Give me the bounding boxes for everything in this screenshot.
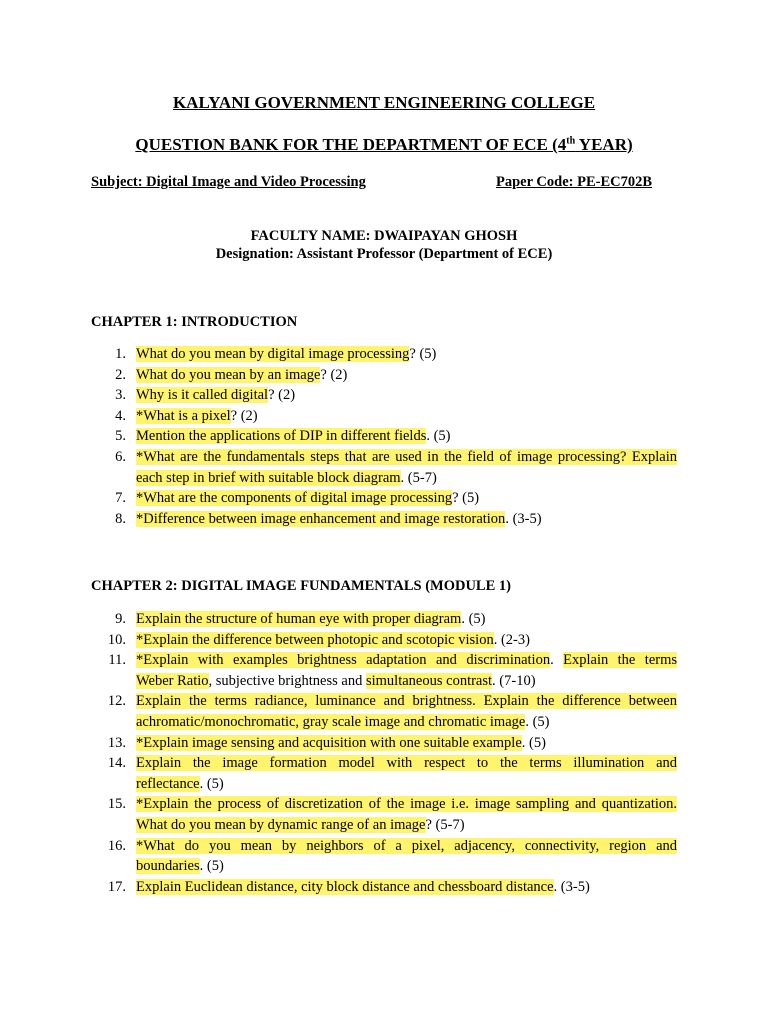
question-text: . (5) <box>461 611 486 627</box>
question-text-line <box>136 735 546 752</box>
question-text: . (5) <box>525 714 550 730</box>
question-text-line <box>136 714 550 731</box>
question-text: . (3-5) <box>553 878 590 895</box>
highlighted-text: Mention the applications of DIP in different fields <box>136 428 427 445</box>
question-text-line <box>136 838 677 855</box>
highlighted-text: reflectance <box>136 775 200 792</box>
highlighted-text: What do you mean by dynamic range of an image <box>136 817 426 833</box>
question-text: , subjective brightness and <box>208 672 366 689</box>
question-bank-title-pre: QUESTION BANK FOR THE DEPARTMENT OF ECE (4 <box>135 135 567 154</box>
highlighted-text: each step in brief with suitable block diagram <box>136 469 401 486</box>
question-text-line <box>136 652 677 669</box>
question-text-line <box>136 796 677 813</box>
question-number: 15. <box>107 796 126 813</box>
question-text-line <box>136 611 486 628</box>
question-text: ? (2) <box>320 366 348 383</box>
question-text-line <box>136 817 465 834</box>
highlighted-text: *Explain the difference between photopic and scotopic vision <box>136 631 494 648</box>
question-number: 1. <box>115 346 126 362</box>
question-number: 7. <box>115 490 126 507</box>
question-text-line <box>136 428 451 445</box>
question-number: 11. <box>108 652 126 669</box>
question-number: 16. <box>107 837 126 854</box>
highlighted-text: Weber Ratio <box>136 672 209 689</box>
question-number: 4. <box>115 407 126 424</box>
faculty-name: FACULTY NAME: DWAIPAYAN GHOSH <box>250 228 518 244</box>
question-text-line <box>136 387 295 404</box>
paper-code: Paper Code: PE-EC702B <box>496 174 653 190</box>
highlighted-text: *Explain with examples brightness adaptation and discrimination <box>136 652 551 669</box>
question-text: ? (5) <box>452 490 480 507</box>
question-text-line <box>136 449 677 466</box>
highlighted-text: boundaries <box>136 858 200 875</box>
year-ordinal-sup: th <box>566 135 576 147</box>
highlighted-text: *Difference between image enhancement and image restoration <box>136 510 506 527</box>
question-number: 17. <box>107 878 126 895</box>
question-text: . (5-7) <box>400 469 437 486</box>
question-number: 14. <box>107 755 126 772</box>
question-text: ? (5-7) <box>425 817 465 833</box>
question-text-line <box>136 367 347 384</box>
question-number: 6. <box>115 449 126 465</box>
highlighted-text: Explain Euclidean distance, city block distance and chessboard distance <box>136 878 554 895</box>
question-text-line <box>136 693 677 710</box>
question-text: . <box>550 652 564 669</box>
question-text: . (5) <box>199 858 224 875</box>
question-text-line <box>136 470 437 487</box>
question-text: . (3-5) <box>505 510 542 527</box>
highlighted-text: *What do you mean by neighbors of a pixel, adjacency, connectivity, region and <box>136 837 677 854</box>
question-number: 2. <box>115 366 126 383</box>
question-number: 10. <box>107 631 126 648</box>
question-text-line <box>136 673 536 690</box>
highlighted-text: Explain the structure of human eye with proper diagram <box>136 611 462 627</box>
question-text: . (5) <box>199 775 224 792</box>
subject-line: Subject: Digital Image and Video Processing <box>91 174 366 190</box>
question-bank-title-post: YEAR) <box>575 135 633 154</box>
question-text: . (5) <box>521 734 546 751</box>
question-number: 12. <box>107 693 126 710</box>
college-title: KALYANI GOVERNMENT ENGINEERING COLLEGE <box>172 93 596 112</box>
question-text-line <box>136 755 677 772</box>
question-number: 9. <box>115 611 126 627</box>
question-text-line <box>136 490 479 507</box>
question-text-line <box>136 632 530 649</box>
question-text-line <box>136 346 436 363</box>
question-text-line <box>136 879 590 896</box>
question-text: ? (2) <box>230 407 258 424</box>
question-number: 13. <box>107 734 126 751</box>
question-text: . (5) <box>426 428 451 445</box>
highlighted-text: *Explain the process of discretization of the image i.e. image sampling and quantization. <box>136 796 677 813</box>
highlighted-text: simultaneous contrast <box>365 672 493 689</box>
question-text-line <box>136 858 224 875</box>
question-text: ? (5) <box>409 346 437 362</box>
highlighted-text: Explain the image formation model with respect to the terms illumination and <box>136 755 677 772</box>
designation: Designation: Assistant Professor (Department of ECE) <box>215 246 553 262</box>
question-text-line <box>136 776 224 793</box>
question-text-line <box>136 511 542 528</box>
highlighted-text: *Explain image sensing and acquisition with one suitable example <box>136 734 522 751</box>
highlighted-text: Explain the terms radiance, luminance and brightness. Explain the difference between <box>136 693 677 710</box>
highlighted-text: *What is a pixel <box>136 407 231 424</box>
chapter-1-title: CHAPTER 1: INTRODUCTION <box>91 314 298 330</box>
highlighted-text: *What are the components of digital image processing <box>136 490 453 507</box>
question-text: ? (2) <box>268 387 296 404</box>
question-text: . (2-3) <box>493 631 530 648</box>
highlighted-text: *What are the fundamentals steps that are used in the field of image processing? Explain <box>136 449 677 465</box>
highlighted-text: What do you mean by digital image processing <box>136 346 410 362</box>
question-number: 5. <box>115 428 126 445</box>
question-text-line <box>136 408 258 425</box>
question-text: . (7-10) <box>492 672 536 689</box>
question-bank-title <box>0 135 768 155</box>
highlighted-text: Why is it called digital <box>136 387 269 404</box>
question-number: 3. <box>115 387 126 404</box>
question-number: 8. <box>115 510 126 527</box>
chapter-2-title: CHAPTER 2: DIGITAL IMAGE FUNDAMENTALS (MODULE 1) <box>91 578 511 594</box>
highlighted-text: What do you mean by an image <box>136 366 321 383</box>
highlighted-text: achromatic/monochromatic, gray scale image and chromatic image <box>136 714 526 730</box>
highlighted-text: Explain the terms <box>563 652 678 669</box>
